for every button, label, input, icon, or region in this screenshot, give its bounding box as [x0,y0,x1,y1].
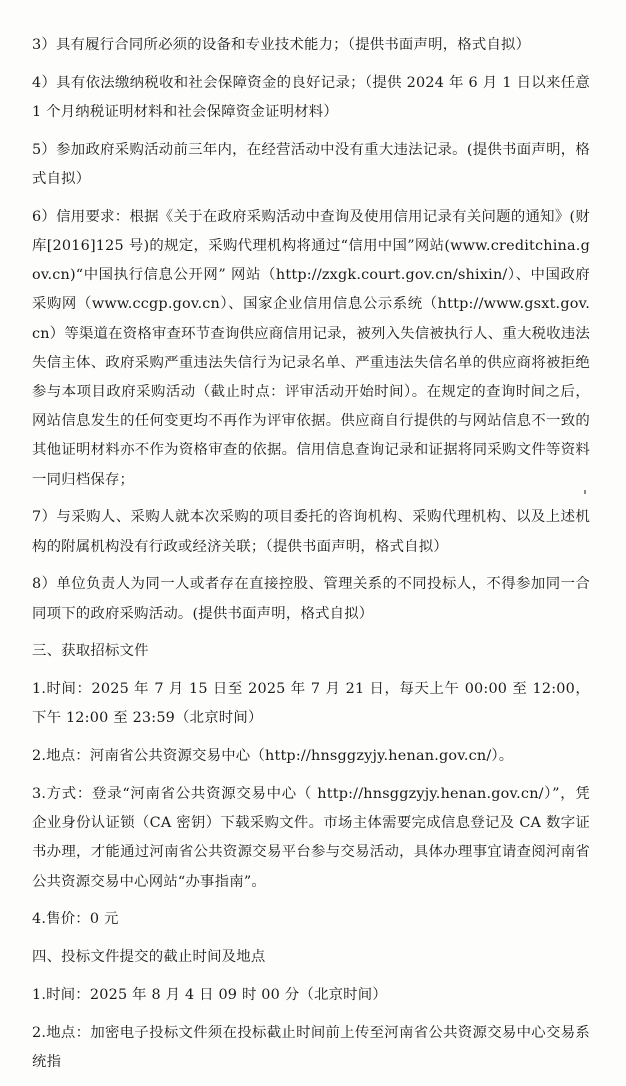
requirement-7: 7）与采购人、采购人就本次采购的项目委托的咨询机构、采购代理机构、以及上述机构的附属机构没有行政或经济关联；（提供书面声明，格式自拟） [32,509,590,555]
requirement-6-credit: 6）信用要求：根据《关于在政府采购活动中查询及使用信用记录有关问题的通知》(财库[2016]125 号)的规定，采购代理机构将通过“信用中国”网站(www.creditchina.gov.cn)“中国执行信息公开网” 网站（http://zxgk.court.gov.cn/shixin/）、中国政府采购网（www.ccgp.gov.cn）、国家企业信用信息公示系统（http://www.gsxt.gov.cn）等渠道在资格审查环节查询供应商信用记录，被列入失信被执行人、重大税收违法失信主体、政府采购严重违法失信行为记录名单、严重违法失信名单的供应商将被拒绝参与本项目政府采购活动（截止时点：评审活动开始时间）。在规定的查询时间之后，网站信息发生的任何变更均不再作为评审依据。供应商自行提供的与网站信息不一致的其他证明材料亦不作为资格审查的依据。信用信息查询记录和证据将同采购文件等资料一同归档保存； [32,208,590,488]
requirement-3: 3）具有履行合同所必须的设备和专业技术能力；（提供书面声明，格式自拟） [32,37,531,53]
section-3-method: 3.方式：登录“河南省公共资源交易中心（ http://hnsggzyjy.henan.gov.cn/）”，凭企业身份认证锁（CA 密钥）下载采购文件。市场主体需要完成信息登记及 CA 数字证书办理，才能通过河南省公共资源交易平台参与交易活动，具体办理事宜请查阅河南省公共资源交易中心网站“办事指南”。 [32,786,590,890]
section-3-price: 4.售价：0 元 [32,911,119,928]
section-3-time: 1.时间：2025 年 7 月 15 日至 2025 年 7 月 21 日，每天上午 00:00 至 12:00，下午 12:00 至 23:59（北京时间） [32,681,590,727]
requirement-5: 5）参加政府采购活动前三年内，在经营活动中没有重大违法记录。(提供书面声明，格式自拟） [32,141,590,187]
document-page [32,31,590,1086]
section-4-heading: 四、投标文件提交的截止时间及地点 [32,949,266,966]
requirement-8: 8）单位负责人为同一人或者存在直接控股、管理关系的不同投标人，不得参加同一合同项下的政府采购活动。(提供书面声明，格式自拟） [32,576,590,622]
requirement-4: 4）具有依法缴纳税收和社会保障资金的良好记录；（提供 2024 年 6 月 1 日以来任意 1 个月纳税证明材料和社会保障资金证明材料） [32,74,590,120]
section-3-location: 2.地点：河南省公共资源交易中心（http://hnsggzyjy.henan.gov.cn/）。 [32,748,514,765]
section-4-time: 1.时间：2025 年 8 月 4 日 09 时 00 分（北京时间） [32,987,387,1004]
scan-speck [584,490,586,494]
section-4-location: 2.地点：加密电子投标文件须在投标截止时间前上传至河南省公共资源交易中心交易系统指 [32,1024,590,1071]
section-3-heading: 三、获取招标文件 [32,643,149,660]
